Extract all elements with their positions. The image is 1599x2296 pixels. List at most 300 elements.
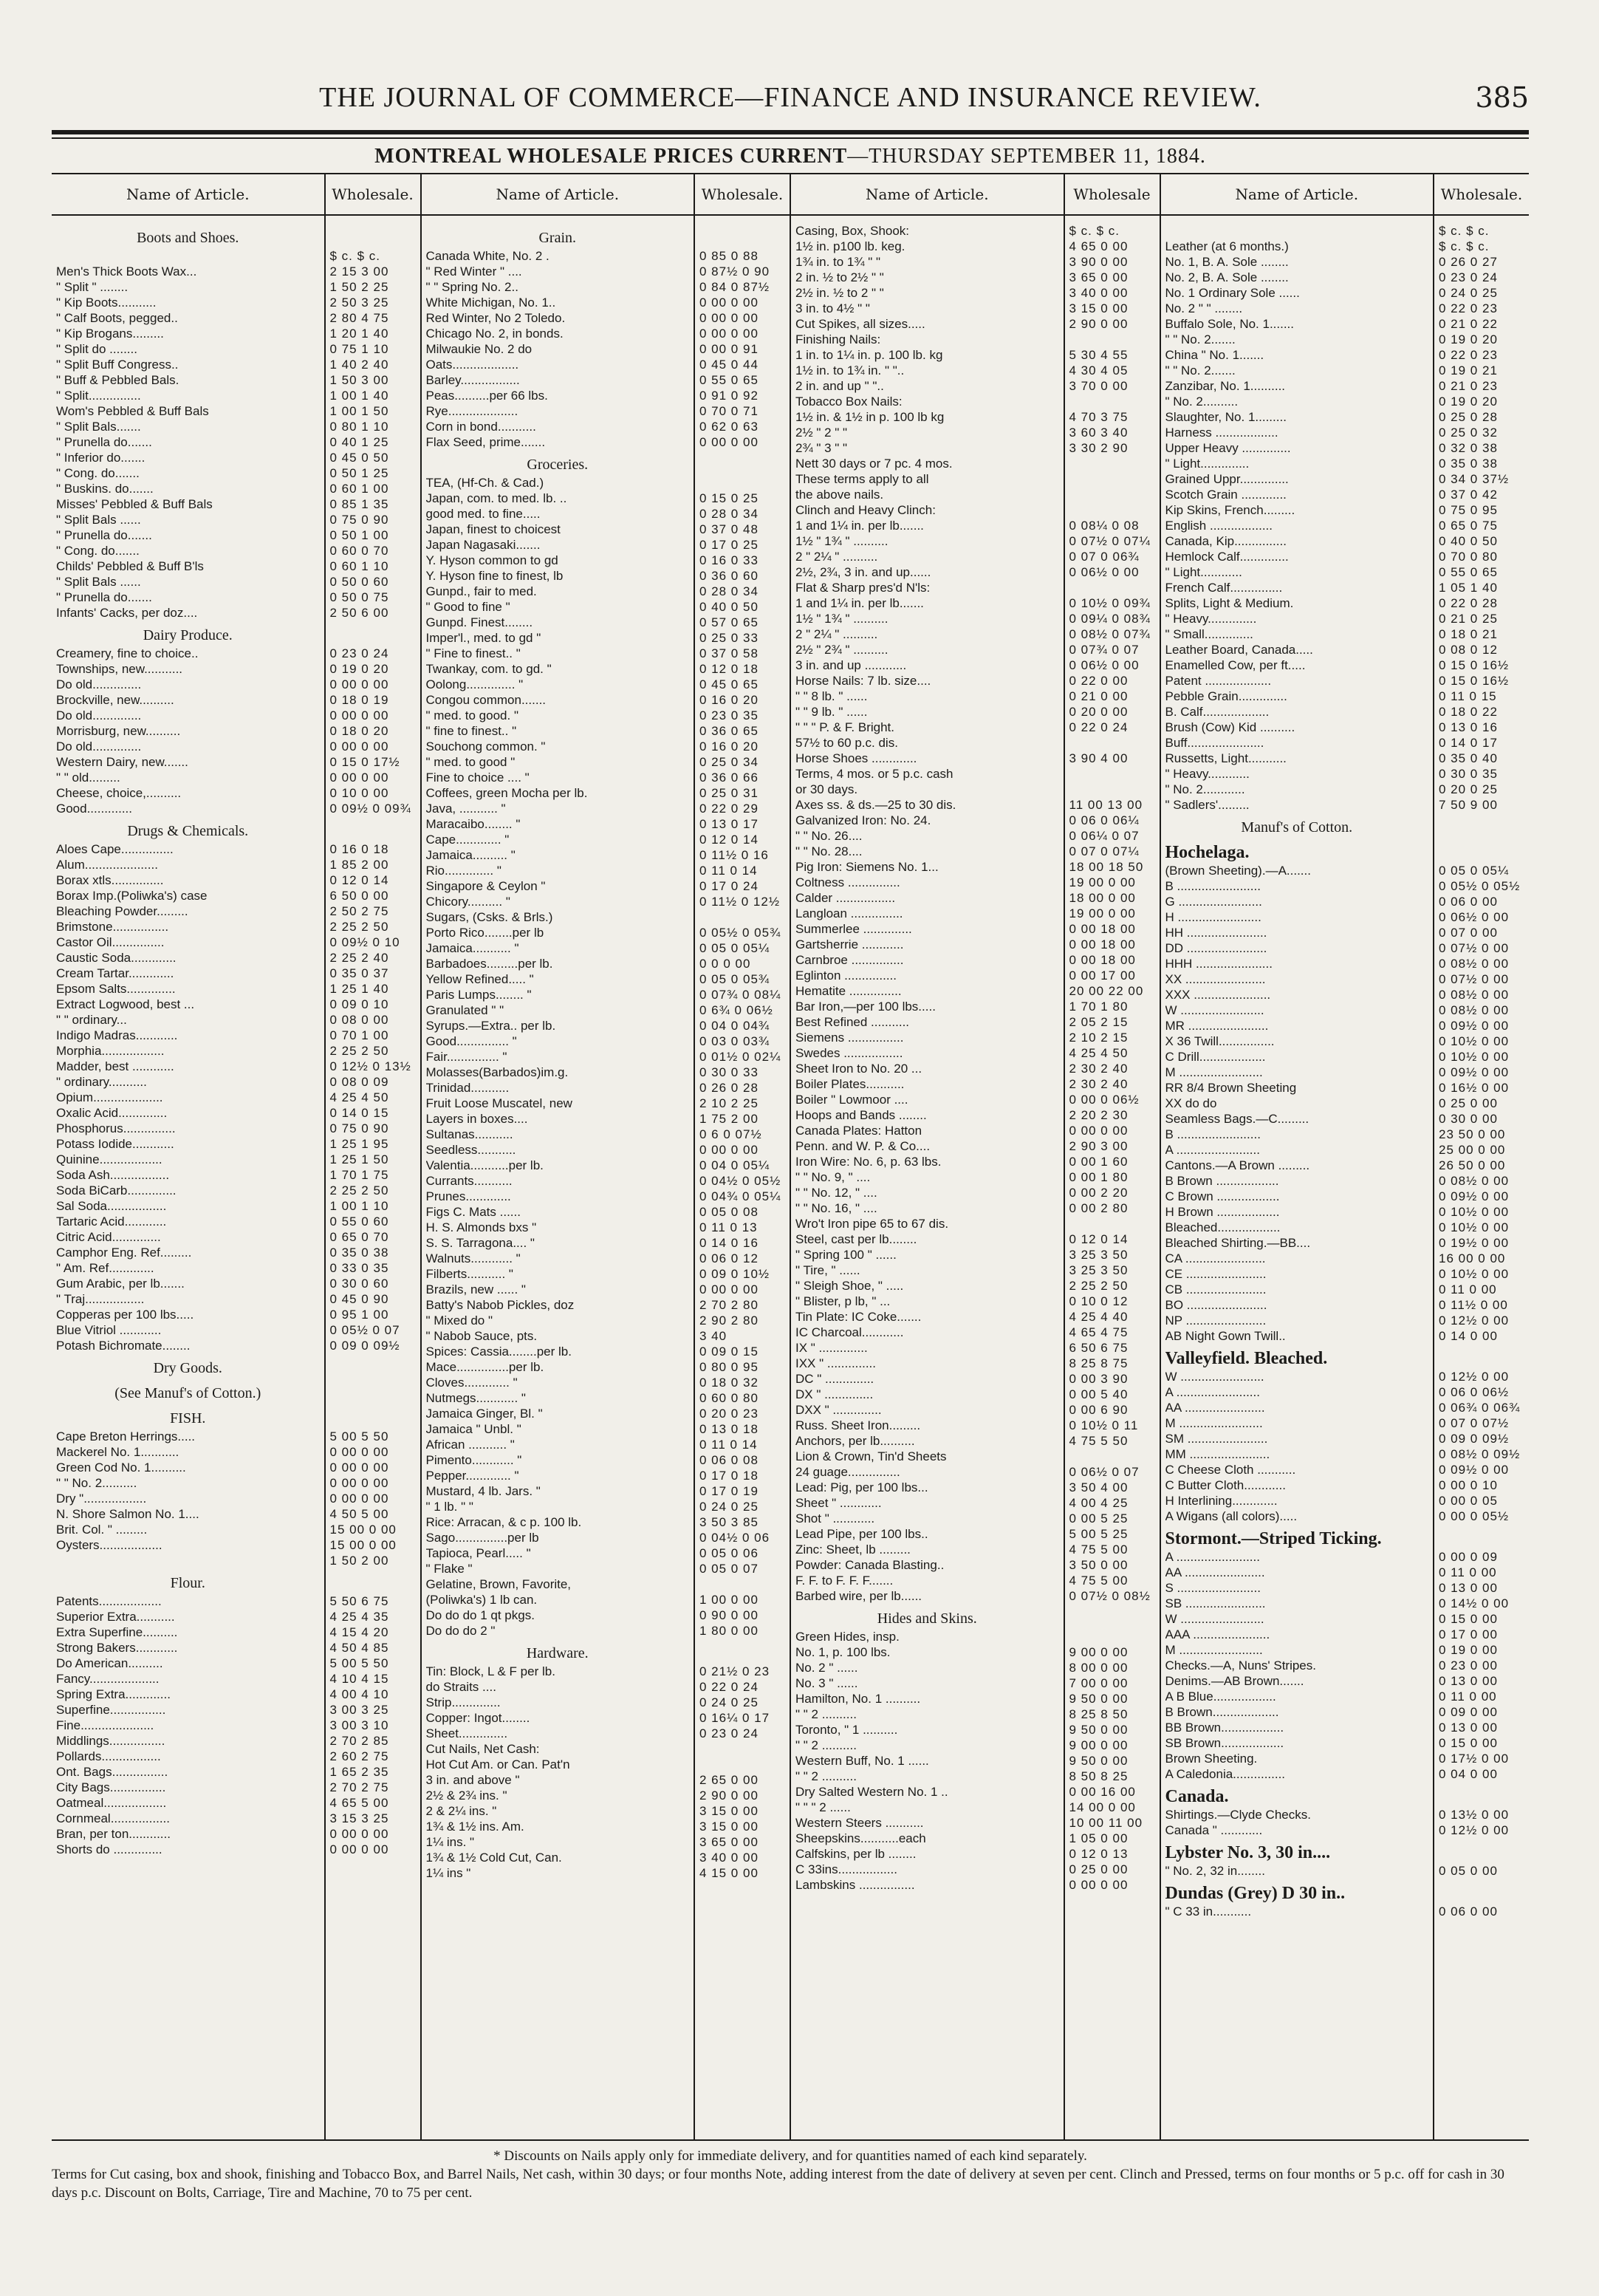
article-name: BO ....................... (1165, 1298, 1267, 1312)
wholesale-price: 0 26 0 28 (699, 1081, 759, 1095)
wholesale-price: 0 07½ 0 00 (1439, 972, 1510, 986)
wholesale-price (326, 621, 420, 646)
wholesale-price: 0 12 0 18 (699, 662, 759, 676)
wholesale-price: 0 37 0 48 (699, 522, 759, 536)
article-name: Potash Bichromate........ (56, 1339, 191, 1353)
wholesale-price: 4 75 5 50 (1069, 1434, 1129, 1448)
wholesale-price (695, 1757, 790, 1772)
wholesale-price: 0 07¾ 0 08¼ (699, 988, 781, 1002)
article-name: C Drill................... (1165, 1050, 1266, 1064)
article-name: Canada " ............ (1165, 1823, 1263, 1837)
wholesale-price: 0 08½ 0 00 (1439, 1003, 1510, 1017)
article-name: Japan, finest to choicest (425, 522, 561, 536)
article-name: XX ....................... (1165, 972, 1266, 986)
price-column-1 (52, 174, 422, 2139)
article-name: Sheet.............. (425, 1726, 508, 1740)
article-name: Gartsherrie ............ (795, 937, 904, 951)
wholesale-price (1065, 766, 1160, 782)
page (52, 74, 1529, 2202)
wholesale-price: 9 00 0 00 (1069, 1645, 1129, 1659)
article-name: Scotch Grain ............. (1165, 488, 1287, 502)
article-name: " Heavy............ (1165, 767, 1250, 781)
wholesale-price: 0 00 0 00 (329, 739, 389, 754)
article-name: Green Hides, insp. (795, 1630, 900, 1644)
article-name: Toronto, " 1 .......... (795, 1723, 898, 1737)
wholesale-price: 18 00 0 00 (1069, 891, 1136, 905)
article-name: B ........................ (1165, 879, 1261, 893)
article-name: " " ordinary... (56, 1013, 127, 1027)
article-name: AA ....................... (1165, 1565, 1265, 1579)
wholesale-price: 3 90 0 00 (1069, 255, 1129, 269)
wholesale-price: 0 00 0 00 (1069, 1878, 1129, 1892)
article-name: Japan Nagasaki....... (425, 538, 541, 552)
wholesale-price: 3 60 3 40 (1069, 426, 1129, 440)
wholesale-price: 0 25 0 33 (699, 631, 759, 645)
wholesale-price: 0 15 0 17½ (329, 755, 400, 769)
wholesale-price: 0 11½ 0 00 (1439, 1298, 1508, 1312)
article-name: Dry Salted Western No. 1 .. (795, 1785, 948, 1799)
wholesale-price: 0 23 0 00 (1439, 1658, 1498, 1673)
article-name: Anchors, per lb.......... (795, 1434, 915, 1448)
wholesale-price: 0 24 0 25 (699, 1695, 759, 1709)
wholesale-price: 0 65 0 70 (329, 1230, 389, 1244)
wholesale-price (695, 475, 790, 491)
article-name: " C 33 in........... (1165, 1904, 1252, 1919)
article-name: 2 in. ½ to 2½ " " (795, 270, 884, 284)
wholesale-price: 0 17 0 25 (699, 538, 759, 552)
article-name: Spring Extra............. (56, 1687, 171, 1701)
wholesale-price: 0 75 0 90 (329, 1121, 389, 1135)
footnotes (52, 2147, 1529, 2202)
article-name: Morrisburg, new.......... (56, 724, 181, 738)
article-name: " Buskins. do....... (56, 482, 154, 496)
wholesale-price: 0 04 0 04¾ (699, 1019, 770, 1033)
article-name: RR 8/4 Brown Sheeting (1165, 1081, 1297, 1095)
wholesale-price: 0 55 0 65 (1439, 565, 1498, 579)
article-name: 3 in. and above " (425, 1773, 520, 1787)
wholesale-price (326, 1568, 420, 1593)
wholesale-price: 0 84 0 87½ (699, 280, 770, 294)
article-name: Seedless........... (425, 1143, 516, 1157)
article-name: " ordinary........... (56, 1075, 147, 1089)
wholesale-price: 6 50 0 00 (329, 889, 389, 903)
wholesale-price: 0 10½ 0 00 (1439, 1050, 1510, 1064)
article-name: DXX " .............. (795, 1403, 882, 1417)
wholesale-price (1065, 1216, 1160, 1231)
article-name: Horse Nails: 7 lb. size.... (795, 674, 931, 688)
article-name: Granulated " " (425, 1003, 504, 1017)
article-name: " Prunella do....... (56, 590, 152, 604)
wholesale-price: 2 90 2 80 (699, 1313, 759, 1328)
article-name: 1¼ ins. " (425, 1835, 475, 1849)
article-name: Phosphorus............... (56, 1121, 176, 1135)
article-name: Oatmeal.................. (56, 1796, 167, 1810)
article-name: Mackerel No. 1........... (56, 1445, 179, 1459)
wholesale-price: 0 00 5 25 (1069, 1511, 1129, 1525)
article-name: Canada White, No. 2 . (425, 249, 549, 263)
wholesale-price: 2 25 2 50 (329, 1044, 389, 1058)
wholesale-price: $ c. $ c. (1439, 224, 1490, 238)
article-name: " fine to finest.. " (425, 724, 517, 738)
wholesale-price: 0 50 0 60 (329, 575, 389, 589)
wholesale-price: 0 00 6 90 (1069, 1403, 1129, 1417)
article-name: Rice: Arracan, & c p. 100 lb. (425, 1515, 582, 1529)
article-name: Lambskins ................ (795, 1878, 915, 1892)
column-header-wholesale: Wholesale. (326, 174, 420, 216)
wholesale-price: 0 08 0 12 (1439, 643, 1498, 657)
wholesale-price (1434, 1879, 1529, 1904)
wholesale-price: 2 30 2 40 (1069, 1077, 1129, 1091)
wholesale-price: 0 6¾ 0 06½ (699, 1003, 773, 1017)
article-name: " " old......... (56, 771, 120, 785)
article-name: " No. 2.......... (1165, 394, 1239, 409)
wholesale-price: 0 05 0 06 (699, 1546, 759, 1560)
wholesale-price (1434, 838, 1529, 863)
wholesale-price: 0 00 0 05 (1439, 1494, 1498, 1508)
wholesale-price: 3 15 0 00 (699, 1804, 759, 1818)
wholesale-price: 0 07½ 0 08½ (1069, 1589, 1151, 1603)
article-name: " Split Bals ...... (56, 513, 141, 527)
wholesale-price (326, 816, 420, 841)
article-name: Barbed wire, per lb...... (795, 1589, 922, 1603)
article-name: Peas..........per 66 lbs. (425, 389, 548, 403)
wholesale-price: 19 00 0 00 (1069, 875, 1136, 889)
section-heading: Flour. (170, 1575, 205, 1591)
price-column-2 (422, 174, 792, 2139)
article-name: Bar Iron,—per 100 lbs..... (795, 1000, 936, 1014)
wholesale-price: 0 21 0 22 (1439, 317, 1498, 331)
article-name: Trinidad........... (425, 1081, 510, 1095)
wholesale-price: 0 05 0 05¾ (699, 972, 770, 986)
article-name: W ........................ (1165, 1612, 1264, 1626)
article-name: Epsom Salts.............. (56, 982, 176, 996)
article-name: F. F. to F. F. F....... (795, 1574, 894, 1588)
wholesale-price: 1 05 1 40 (1439, 581, 1498, 595)
article-name: Jamaica Ginger, Bl. " (425, 1407, 543, 1421)
wholesale-price: 0 45 0 44 (699, 358, 759, 372)
wholesale-price: 3 25 3 50 (1069, 1248, 1129, 1262)
wholesale-price: 0 23 0 35 (699, 708, 759, 722)
article-name: " Spring 100 " ...... (795, 1248, 897, 1262)
article-name: Misses' Pebbled & Buff Bals (56, 497, 213, 511)
wholesale-price: 0 14 0 00 (1439, 1329, 1498, 1343)
wholesale-price: 0 19½ 0 00 (1439, 1236, 1510, 1250)
article-name: Batty's Nabob Pickles, doz (425, 1298, 575, 1312)
wholesale-price (1065, 471, 1160, 487)
article-name: AA ....................... (1165, 1401, 1265, 1415)
article-name: Coffees, green Mocha per lb. (425, 786, 588, 800)
wholesale-price: 2 30 2 40 (1069, 1062, 1129, 1076)
wholesale-price: 1 65 2 35 (329, 1765, 389, 1779)
wholesale-price: 0 22 0 00 (1069, 674, 1129, 688)
article-name: Rio.............. " (425, 864, 501, 878)
wholesale-price: 10 00 11 00 (1069, 1816, 1143, 1830)
wholesale-price: 0 36 0 65 (699, 724, 759, 738)
article-name: " Red Winter " .... (425, 264, 522, 279)
wholesale-price: 0 00 0 00 (699, 1143, 759, 1157)
wholesale-price: 0 05 0 00 (1439, 1864, 1498, 1878)
wholesale-price: 0 14 0 15 (329, 1106, 389, 1120)
section-heading: Hochelaga. (1165, 843, 1250, 862)
wholesale-price (1434, 1782, 1529, 1807)
wholesale-price: 0 11 0 13 (699, 1220, 758, 1234)
column-header-wholesale: Wholesale. (1434, 174, 1529, 216)
wholesale-price: 0 19 0 20 (1439, 394, 1498, 409)
article-name: Tapioca, Pearl..... " (425, 1546, 531, 1560)
article-name: Cream Tartar............. (56, 966, 174, 980)
wholesale-price: 0 28 0 34 (699, 584, 759, 598)
article-name: Hemlock Calf.............. (1165, 550, 1289, 564)
wholesale-price: 0 23 0 24 (329, 646, 389, 660)
article-name: 1¼ ins " (425, 1866, 471, 1880)
wholesale-price: 0 00 1 80 (1069, 1170, 1129, 1184)
article-name: Zinc: Sheet, lb ......... (795, 1542, 911, 1557)
article-name: " 1 lb. " " (425, 1500, 473, 1514)
wholesale-price: 0 06½ 0 07 (1069, 1465, 1140, 1479)
article-name: Siemens ................ (795, 1031, 904, 1045)
article-name: Shot " ............ (795, 1511, 875, 1525)
wholesale-price: 0 00 0 00 (699, 435, 759, 449)
wholesale-price: 1 50 2 25 (329, 280, 389, 294)
wholesale-price: 2 70 2 80 (699, 1298, 759, 1312)
wholesale-price: 4 25 4 50 (329, 1090, 389, 1104)
wholesale-price: 0 12½ 0 00 (1439, 1370, 1510, 1384)
wholesale-price: 0 09½ 0 00 (1439, 1463, 1510, 1477)
wholesale-price: 2 10 2 25 (699, 1096, 759, 1110)
wholesale-price: 3 50 0 00 (1069, 1558, 1129, 1572)
wholesale-price: 0 00 18 00 (1069, 937, 1136, 951)
wholesale-price: 5 30 4 55 (1069, 348, 1129, 362)
wholesale-price: 0 36 0 66 (699, 771, 759, 785)
article-name: Cheese, choice,.......... (56, 786, 182, 800)
wholesale-price: 0 40 0 50 (699, 600, 759, 614)
wholesale-price: 0 12½ 0 00 (1439, 1313, 1510, 1328)
article-name: H Brown .................. (1165, 1205, 1280, 1219)
wholesale-price: 0 04 0 00 (1439, 1767, 1498, 1781)
wholesale-price: 0 06½ 0 00 (1069, 658, 1140, 672)
wholesale-price: 0 35 0 38 (329, 1246, 389, 1260)
article-name: IX " .............. (795, 1341, 868, 1355)
wholesale-price: 3 65 0 00 (1069, 270, 1129, 284)
wholesale-price: 0 11 0 00 (1439, 1689, 1497, 1704)
article-name: Jamaica.......... " (425, 848, 516, 862)
wholesale-price: 3 90 4 00 (1069, 751, 1129, 765)
wholesale-price: 0 87½ 0 90 (699, 264, 770, 279)
wholesale-price: 3 40 0 00 (699, 1851, 759, 1865)
article-name: Axes ss. & ds.—25 to 30 dis. (795, 798, 956, 812)
article-name: Do do do 1 qt pkgs. (425, 1608, 535, 1622)
article-name: Borax xtls............... (56, 873, 164, 887)
article-name: BB Brown.................. (1165, 1721, 1284, 1735)
article-name: Java, ........... " (425, 802, 506, 816)
wholesale-price: 0 18 0 21 (1439, 627, 1498, 641)
wholesale-price: 0 60 0 80 (699, 1391, 759, 1405)
article-name: Cut Nails, Net Cash: (425, 1742, 540, 1756)
wholesale-price: 20 00 22 00 (1069, 984, 1144, 998)
wholesale-price: 0 04½ 0 06 (699, 1531, 770, 1545)
wholesale-price: 0 13½ 0 00 (1439, 1808, 1510, 1822)
article-name: Shorts do .............. (56, 1842, 162, 1856)
article-name: Russetts, Light........... (1165, 751, 1287, 765)
wholesale-price: 0 22 0 28 (1439, 596, 1498, 610)
wholesale-price: 0 16 0 18 (329, 842, 389, 856)
wholesale-price: 0 18 0 20 (329, 724, 389, 738)
wholesale-price: 2 90 3 00 (1069, 1139, 1129, 1153)
article-name: N. Shore Salmon No. 1.... (56, 1507, 199, 1521)
wholesale-price: 0 62 0 63 (699, 420, 759, 434)
article-name: SB Brown.................. (1165, 1736, 1284, 1750)
wholesale-price: 0 16 0 33 (699, 553, 759, 567)
wholesale-price: 0 14 0 16 (699, 1236, 759, 1250)
article-name: Bleached.................. (1165, 1220, 1281, 1234)
article-name: Chicory.......... " (425, 895, 510, 909)
article-name: Milwaukie No. 2 do (425, 342, 533, 356)
wholesale-price: 0 05½ 0 07 (329, 1323, 400, 1337)
article-name: TEA, (Hf-Ch. & Cad.) (425, 476, 544, 490)
article-name: Coltness ............... (795, 875, 900, 889)
wholesale-price: 0 00 0 00 (699, 311, 759, 325)
article-name: Lead Pipe, per 100 lbs.. (795, 1527, 928, 1541)
article-name: (Poliwka's) 1 lb can. (425, 1593, 538, 1607)
article-name: 1½ in. & 1½ in p. 100 lb kg (795, 410, 945, 424)
article-name: 1½ " 1¾ " .......... (795, 534, 888, 548)
wholesale-price: 0 07½ 0 00 (1439, 941, 1510, 955)
wholesale-price: 0 10½ 0 09¾ (1069, 596, 1151, 610)
wholesale-price: 1 25 1 95 (329, 1137, 389, 1151)
article-name: Strong Bakers............ (56, 1641, 178, 1655)
article-name: Terms, 4 mos. or 5 p.c. cash (795, 767, 953, 781)
wholesale-price: 0 14 0 17 (1439, 736, 1498, 750)
wholesale-price: 0 06 0 00 (1439, 1904, 1498, 1919)
article-name: French Calf............... (1165, 581, 1283, 595)
article-name: CB ....................... (1165, 1282, 1267, 1296)
wholesale-price (695, 223, 790, 248)
wholesale-price: 0 35 0 38 (1439, 457, 1498, 471)
wholesale-price: 0 00 0 00 (329, 771, 389, 785)
article-name: Citric Acid.............. (56, 1230, 161, 1244)
wholesale-price: 0 10½ 0 00 (1439, 1267, 1510, 1281)
article-name (56, 1553, 320, 1568)
wholesale-price: 0 11 0 14 (699, 1438, 758, 1452)
article-name: Splits, Light & Medium. (1165, 596, 1294, 610)
article-name: Copperas per 100 lbs..... (56, 1308, 194, 1322)
article-name: Galvanized Iron: No. 24. (795, 813, 931, 827)
wholesale-price: 0 13 0 18 (699, 1422, 759, 1436)
article-name: Blue Vitriol ............ (56, 1323, 162, 1337)
article-name: Quinine.................. (56, 1152, 162, 1166)
article-name: Japan, com. to med. lb. .. (425, 491, 567, 505)
article-name: Lion & Crown, Tin'd Sheets (795, 1449, 947, 1463)
wholesale-price: 4 65 5 00 (329, 1796, 389, 1810)
article-name: Singapore & Ceylon " (425, 879, 546, 893)
article-name: 1¾ & 1½ ins. Am. (425, 1820, 524, 1834)
article-name: No. 1 Ordinary Sole ...... (1165, 286, 1300, 300)
wholesale-price: 0 00 0 10 (1439, 1478, 1498, 1492)
article-name: Potass Iodide............ (56, 1137, 174, 1151)
article-name: Hoops and Bands ........ (795, 1108, 927, 1122)
wholesale-price: 0 22 0 23 (1439, 348, 1498, 362)
wholesale-price: 0 50 1 00 (329, 528, 389, 542)
article-name: Enamelled Cow, per ft..... (1165, 658, 1306, 672)
article-name: Do old.............. (56, 739, 142, 754)
wholesale-price: 0 09 0 10 (329, 997, 389, 1011)
wholesale-price: 0 05 0 05¼ (699, 941, 770, 955)
wholesale-price: 0 08½ 0 07¾ (1069, 627, 1151, 641)
article-name: Pebble Grain.............. (1165, 689, 1287, 703)
wholesale-price: 3 00 3 25 (329, 1703, 389, 1717)
wholesale-price: 25 00 0 00 (1439, 1143, 1506, 1157)
article-name: or 30 days. (795, 782, 858, 796)
wholesale-price: 2 50 2 75 (329, 904, 389, 918)
article-name: Spices: Cassia........per lb. (425, 1345, 572, 1359)
article-name: MM ....................... (1165, 1447, 1270, 1461)
article-name: 1¾ & 1½ Cold Cut, Can. (425, 1851, 562, 1865)
wholesale-price: 0 13 0 00 (1439, 1674, 1498, 1688)
wholesale-price: 0 00 0 00 (699, 327, 759, 341)
wholesale-price: 1 00 1 50 (329, 404, 389, 418)
wholesale-price: 0 80 0 95 (699, 1360, 759, 1374)
article-name: Jamaica " Unbl. " (425, 1422, 521, 1436)
footnote-discounts: * Discounts on Nails apply only for immediate delivery, and for quantities named of each kind separately. (493, 2148, 1087, 2164)
article-name: 2½ " 2¾ " .......... (795, 643, 888, 657)
article-name: A Caledonia............... (1165, 1767, 1286, 1781)
article-name: Green Cod No. 1.......... (56, 1460, 186, 1475)
wholesale-price: 0 18 0 22 (1439, 705, 1498, 719)
wholesale-price: 0 20 0 25 (1439, 782, 1498, 796)
article-name: Western Buff, No. 1 ...... (795, 1754, 929, 1768)
wholesale-price: 4 25 4 50 (1069, 1046, 1129, 1060)
wholesale-price: 0 85 1 35 (329, 497, 389, 511)
article-name: 2½ " 2 " " (795, 426, 848, 440)
article-name: C Butter Cloth............ (1165, 1478, 1286, 1492)
wholesale-price (695, 450, 790, 475)
wholesale-price: 0 00 2 80 (1069, 1201, 1129, 1215)
article-name: Filberts........... " (425, 1267, 513, 1281)
article-name: W ........................ (1165, 1003, 1264, 1017)
wholesale-price-column (1064, 174, 1160, 2139)
wholesale-price: 11 00 13 00 (1069, 798, 1143, 812)
article-name-column (52, 174, 324, 2139)
wholesale-price: 0 6 0 07½ (699, 1127, 762, 1141)
wholesale-price: 0 09½ 0 00 (1439, 1019, 1510, 1033)
article-name: Walnuts............ " (425, 1251, 521, 1265)
article-name: 24 guage............... (795, 1465, 900, 1479)
article-name: Porto Rico........per lb (425, 926, 544, 940)
wholesale-price: 0 10½ 0 11 (1069, 1418, 1139, 1432)
wholesale-price: 0 06½ 0 00 (1439, 910, 1510, 924)
wholesale-price: 0 04 0 05¼ (699, 1158, 770, 1172)
article-name: " Cong. do....... (56, 466, 140, 480)
article-name: Barbadoes.........per lb. (425, 957, 553, 971)
article-name: Western Steers ........... (795, 1816, 924, 1830)
wholesale-price: 0 09½ 0 00 (1439, 1065, 1510, 1079)
article-name: CA ....................... (1165, 1251, 1266, 1265)
wholesale-price: 9 50 0 00 (1069, 1692, 1129, 1706)
wholesale-price: 1 00 1 10 (329, 1199, 389, 1213)
article-name: Sultanas........... (425, 1127, 513, 1141)
article-name: NP ....................... (1165, 1313, 1267, 1328)
article-name: Sheepskins...........each (795, 1831, 926, 1845)
article-name: " Kip Boots........... (56, 295, 157, 310)
wholesale-price: 0 09½ 0 10 (329, 935, 400, 949)
wholesale-price: 0 15 0 16½ (1439, 674, 1510, 688)
article-name: 2½, 2¾, 3 in. and up...... (795, 565, 931, 579)
article-name: Patent ................... (1165, 674, 1272, 688)
article-name: Best Refined ........... (795, 1015, 910, 1029)
wholesale-price: 0 00 0 00 (329, 1842, 389, 1856)
article-name: 2 " 2¼ " .......... (795, 550, 878, 564)
price-list-date: —THURSDAY SEPTEMBER 11, 1884. (847, 145, 1206, 168)
